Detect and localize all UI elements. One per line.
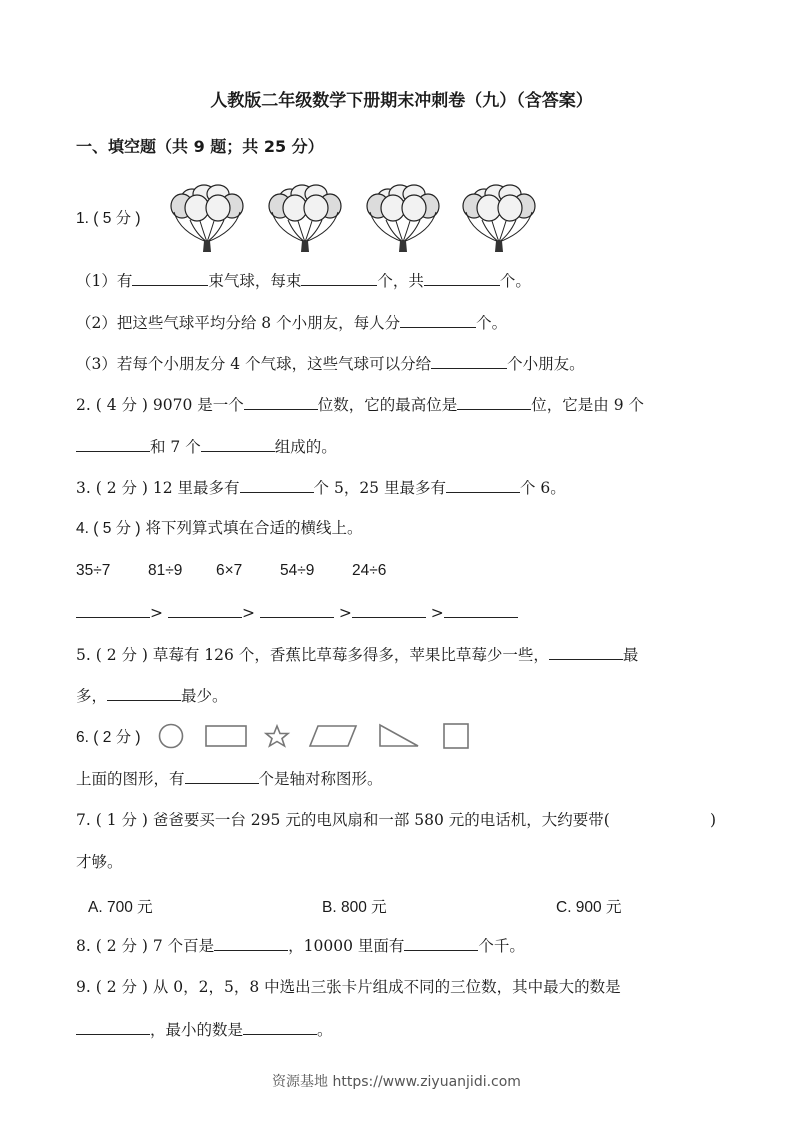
circle-icon bbox=[160, 725, 183, 748]
footer-watermark: 资源基地 https://www.ziyuanjidi.com bbox=[272, 1074, 521, 1090]
answer-blank[interactable] bbox=[76, 1019, 150, 1035]
answer-blank[interactable] bbox=[168, 602, 242, 618]
question-7-continued: 才够。 bbox=[76, 853, 123, 871]
question-8: 8. ( 2 分 ) 7 个百是 ，10000 里面有 个千。 bbox=[76, 937, 525, 955]
answer-blank[interactable] bbox=[201, 436, 275, 452]
question-1-part-1: （1）有 束气球，每束 个，共 个。 bbox=[76, 272, 531, 290]
answer-blank[interactable] bbox=[76, 436, 150, 452]
question-9-continued: ，最小的数是 。 bbox=[76, 1019, 333, 1040]
option-c[interactable]: C. 900 元 bbox=[556, 899, 622, 916]
question-9: 9. ( 2 分 ) 从 0，2，5，8 中选出三张卡片组成不同的三位数，其中最大的数是 bbox=[76, 978, 621, 996]
parallelogram-icon bbox=[310, 726, 356, 746]
question-5-continued: 多， 最少。 bbox=[76, 687, 228, 705]
question-3: 3. ( 2 分 ) 12 里最多有 个 5，25 里最多有 个 6。 bbox=[76, 479, 566, 497]
expression: 54÷9 bbox=[280, 562, 315, 579]
question-2: 2. ( 4 分 ) 9070 是一个 位数，它的最高位是 位，它是由 9 个 bbox=[76, 396, 644, 414]
expression: 35÷7 bbox=[76, 562, 111, 579]
answer-blank[interactable] bbox=[260, 602, 334, 618]
square-icon bbox=[444, 724, 468, 748]
question-1-label: 1. ( 5 分 ) bbox=[76, 210, 141, 227]
answer-blank[interactable] bbox=[404, 935, 478, 951]
question-6-text: 上面的图形，有 个是轴对称图形。 bbox=[76, 770, 383, 788]
answer-blank[interactable] bbox=[457, 394, 531, 410]
question-4: 4. ( 5 分 ) 将下列算式填在合适的横线上。 bbox=[76, 519, 363, 537]
rectangle-icon bbox=[206, 726, 246, 746]
answer-blank[interactable] bbox=[132, 270, 208, 286]
balloons-icon bbox=[170, 182, 550, 254]
option-a[interactable]: A. 700 元 bbox=[88, 899, 153, 916]
answer-blank[interactable] bbox=[431, 353, 507, 369]
option-b[interactable]: B. 800 元 bbox=[322, 899, 387, 916]
answer-blank[interactable] bbox=[240, 477, 314, 493]
expression: 24÷6 bbox=[352, 562, 387, 579]
answer-blank[interactable] bbox=[301, 270, 377, 286]
expression: 81÷9 bbox=[148, 562, 183, 579]
shapes-row bbox=[158, 720, 478, 754]
question-1-part-2: （2）把这些气球平均分给 8 个小朋友，每人分 个。 bbox=[76, 314, 508, 332]
answer-blank[interactable] bbox=[243, 1019, 317, 1035]
answer-blank[interactable] bbox=[400, 312, 476, 328]
question-5: 5. ( 2 分 ) 草莓有 126 个，香蕉比草莓多得多，苹果比草莓少一些， 最 bbox=[76, 646, 639, 664]
answer-blank[interactable] bbox=[444, 602, 518, 618]
page-title: 人教版二年级数学下册期末冲刺卷（九）（含答案） bbox=[210, 91, 593, 111]
question-1-part-3: （3）若每个小朋友分 4 个气球，这些气球可以分给 个小朋友。 bbox=[76, 355, 585, 373]
answer-blank[interactable] bbox=[352, 602, 426, 618]
expression: 6×7 bbox=[216, 562, 243, 579]
right-triangle-icon bbox=[380, 725, 418, 746]
answer-blank[interactable] bbox=[214, 935, 288, 951]
answer-blank[interactable] bbox=[424, 270, 500, 286]
question-4-answer-row: > > > > bbox=[76, 602, 518, 623]
answer-blank[interactable] bbox=[185, 768, 259, 784]
section-heading: 一、填空题（共 9 题；共 25 分） bbox=[76, 137, 324, 156]
answer-blank[interactable] bbox=[446, 477, 520, 493]
question-6-label: 6. ( 2 分 ) bbox=[76, 729, 141, 746]
star-icon bbox=[266, 726, 288, 746]
answer-blank[interactable] bbox=[107, 685, 181, 701]
balloon-bunches-image bbox=[170, 182, 550, 254]
question-2-continued: 和 7 个 组成的。 bbox=[76, 436, 337, 457]
answer-blank[interactable] bbox=[244, 394, 318, 410]
question-7: 7. ( 1 分 ) 爸爸要买一台 295 元的电风扇和一部 580 元的电话机，大约要带( ) bbox=[76, 811, 716, 829]
question-4-expressions bbox=[76, 560, 386, 581]
answer-blank[interactable] bbox=[76, 602, 150, 618]
answer-blank[interactable] bbox=[549, 644, 623, 660]
